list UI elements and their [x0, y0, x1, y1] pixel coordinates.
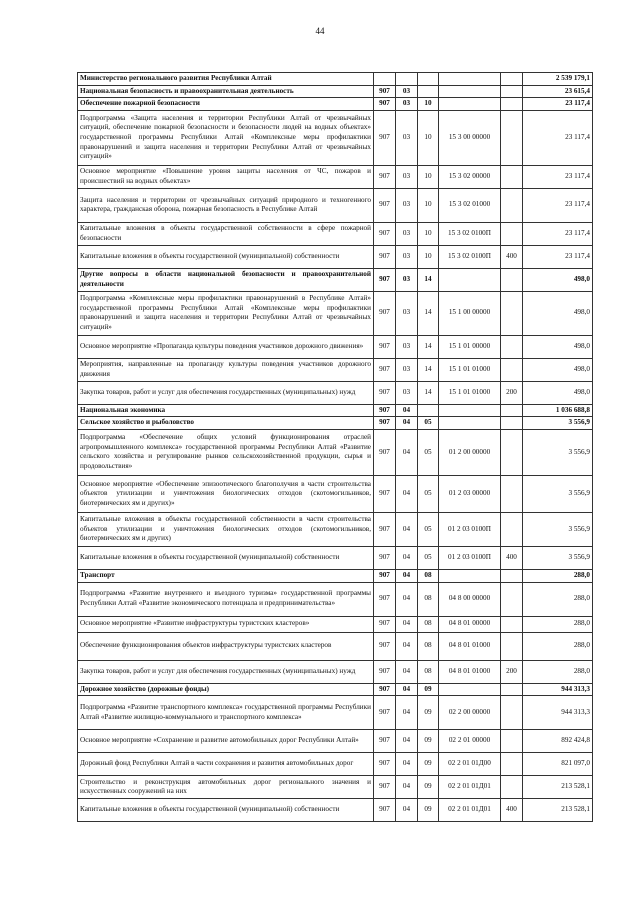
- ministry-code-cell: 907: [374, 110, 396, 165]
- ministry-code-cell: 907: [374, 98, 396, 111]
- table-row: [78, 73, 593, 86]
- amount-cell: 498,0: [523, 291, 593, 335]
- target-article-cell: 04 8 01 01000: [439, 660, 501, 683]
- expense-kind-cell: [501, 98, 523, 111]
- table-row: [78, 381, 593, 404]
- row-name-cell: Другие вопросы в области национальной безопасности и правоохранительной деятельности: [78, 268, 374, 291]
- subsection-code-cell: [418, 73, 439, 86]
- row-name-cell: Мероприятия, направленные на пропаганду культуры поведения участников дорожного движения: [78, 358, 374, 381]
- ministry-code-cell: 907: [374, 753, 396, 776]
- table-row: [78, 512, 593, 546]
- amount-cell: 1 036 688,8: [523, 404, 593, 417]
- row-name-cell: Капитальные вложения в объекты государственной (муниципальной) собственности: [78, 799, 374, 822]
- table-row: [78, 632, 593, 660]
- amount-cell: 821 097,0: [523, 753, 593, 776]
- section-code-cell: 04: [396, 660, 418, 683]
- target-article-cell: 15 1 01 01000: [439, 381, 501, 404]
- target-article-cell: 15 1 01 00000: [439, 335, 501, 358]
- row-name-cell: Основное мероприятие «Пропаганда культуры поведения участников дорожного движения»: [78, 335, 374, 358]
- page-number: 44: [315, 26, 325, 36]
- expense-kind-cell: [501, 417, 523, 430]
- amount-cell: 23 117,4: [523, 110, 593, 165]
- row-name-cell: Закупка товаров, работ и услуг для обеспечения государственных (муниципальных) нужд: [78, 381, 374, 404]
- section-code-cell: 04: [396, 683, 418, 696]
- ministry-code-cell: 907: [374, 165, 396, 188]
- row-name-cell: Министерство регионального развития Республики Алтай: [78, 73, 374, 86]
- expense-kind-cell: [501, 582, 523, 616]
- section-code-cell: 03: [396, 98, 418, 111]
- table-row: [78, 85, 593, 98]
- target-article-cell: 01 2 03 0100П: [439, 512, 501, 546]
- amount-cell: 3 556,9: [523, 546, 593, 569]
- expense-kind-cell: [501, 512, 523, 546]
- expense-kind-cell: 400: [501, 546, 523, 569]
- table-row: [78, 268, 593, 291]
- target-article-cell: 01 2 00 00000: [439, 429, 501, 475]
- section-code-cell: 03: [396, 222, 418, 245]
- row-name-cell: Национальная экономика: [78, 404, 374, 417]
- amount-cell: 23 117,4: [523, 98, 593, 111]
- amount-cell: 3 556,9: [523, 512, 593, 546]
- table-row: [78, 358, 593, 381]
- row-name-cell: Подпрограмма «Комплексные меры профилактики правонарушений в Республике Алтай» государственной программы Республики Алтай «Комплексные меры профилактики правонарушений и защита населения и территории Республики Алтай от чрезвычайных ситуаций»: [78, 291, 374, 335]
- ministry-code-cell: 907: [374, 291, 396, 335]
- table-row: [78, 776, 593, 799]
- section-code-cell: 04: [396, 429, 418, 475]
- expense-kind-cell: [501, 165, 523, 188]
- subsection-code-cell: 10: [418, 222, 439, 245]
- table-row: [78, 335, 593, 358]
- table-row: [78, 730, 593, 753]
- row-name-cell: Капитальные вложения в объекты государственной (муниципальной) собственности: [78, 546, 374, 569]
- subsection-code-cell: 05: [418, 512, 439, 546]
- target-article-cell: 02 2 01 00000: [439, 730, 501, 753]
- ministry-code-cell: 907: [374, 381, 396, 404]
- row-name-cell: Сельское хозяйство и рыболовство: [78, 417, 374, 430]
- expense-kind-cell: [501, 696, 523, 730]
- row-name-cell: Обеспечение пожарной безопасности: [78, 98, 374, 111]
- row-name-cell: Основное мероприятие «Обеспечение эпизоотического благополучия в части строительства объектов утилизации и уничтожения биологических отходов (скотомогильников, биотермических ям и других)»: [78, 475, 374, 512]
- expense-kind-cell: [501, 429, 523, 475]
- ministry-code-cell: 907: [374, 776, 396, 799]
- subsection-code-cell: 08: [418, 616, 439, 632]
- row-name-cell: Национальная безопасность и правоохранительная деятельность: [78, 85, 374, 98]
- amount-cell: 498,0: [523, 381, 593, 404]
- amount-cell: 23 117,4: [523, 222, 593, 245]
- ministry-code-cell: 907: [374, 546, 396, 569]
- row-name-cell: Обеспечение функционирования объектов инфраструктуры туристских кластеров: [78, 632, 374, 660]
- expense-kind-cell: [501, 730, 523, 753]
- table-row: [78, 291, 593, 335]
- expense-kind-cell: [501, 753, 523, 776]
- subsection-code-cell: 08: [418, 660, 439, 683]
- section-code-cell: 04: [396, 512, 418, 546]
- ministry-code-cell: [374, 73, 396, 86]
- table-row: [78, 546, 593, 569]
- table-row: [78, 188, 593, 222]
- section-code-cell: 03: [396, 268, 418, 291]
- section-code-cell: 04: [396, 730, 418, 753]
- ministry-code-cell: 907: [374, 799, 396, 822]
- subsection-code-cell: [418, 85, 439, 98]
- subsection-code-cell: 14: [418, 335, 439, 358]
- section-code-cell: 03: [396, 245, 418, 268]
- expense-kind-cell: 200: [501, 381, 523, 404]
- expense-kind-cell: [501, 569, 523, 582]
- expense-kind-cell: [501, 616, 523, 632]
- subsection-code-cell: 09: [418, 799, 439, 822]
- subsection-code-cell: 08: [418, 632, 439, 660]
- expense-kind-cell: [501, 335, 523, 358]
- expense-kind-cell: [501, 404, 523, 417]
- table-row: [78, 799, 593, 822]
- amount-cell: 944 313,3: [523, 696, 593, 730]
- row-name-cell: Строительство и реконструкция автомобильных дорог регионального значения и искусственных сооружений на них: [78, 776, 374, 799]
- table-row: [78, 696, 593, 730]
- amount-cell: 498,0: [523, 268, 593, 291]
- subsection-code-cell: 08: [418, 582, 439, 616]
- expense-kind-cell: [501, 683, 523, 696]
- ministry-code-cell: 907: [374, 85, 396, 98]
- expense-kind-cell: [501, 268, 523, 291]
- section-code-cell: 04: [396, 616, 418, 632]
- amount-cell: 23 117,4: [523, 245, 593, 268]
- target-article-cell: 15 1 00 00000: [439, 291, 501, 335]
- section-code-cell: 04: [396, 475, 418, 512]
- ministry-code-cell: 907: [374, 696, 396, 730]
- target-article-cell: 01 2 03 00000: [439, 475, 501, 512]
- table-row: [78, 475, 593, 512]
- target-article-cell: 01 2 03 0100П: [439, 546, 501, 569]
- subsection-code-cell: 05: [418, 546, 439, 569]
- expense-kind-cell: [501, 776, 523, 799]
- target-article-cell: 15 3 02 01000: [439, 188, 501, 222]
- target-article-cell: 15 3 02 00000: [439, 165, 501, 188]
- expense-kind-cell: [501, 188, 523, 222]
- section-code-cell: 03: [396, 358, 418, 381]
- target-article-cell: 15 3 00 00000: [439, 110, 501, 165]
- row-name-cell: Подпрограмма «Обеспечение общих условий функционирования отраслей агропромышленного комплекса» государственной программы Республики Алтай «Развитие сельского хозяйства и регулирование рынков сельскохозяйственной продукции, сырья и продовольствия»: [78, 429, 374, 475]
- subsection-code-cell: 09: [418, 696, 439, 730]
- ministry-code-cell: 907: [374, 730, 396, 753]
- target-article-cell: [439, 683, 501, 696]
- table-row: [78, 417, 593, 430]
- expense-kind-cell: [501, 222, 523, 245]
- amount-cell: 892 424,8: [523, 730, 593, 753]
- table-row: [78, 569, 593, 582]
- amount-cell: 498,0: [523, 358, 593, 381]
- amount-cell: 23 117,4: [523, 165, 593, 188]
- subsection-code-cell: 08: [418, 569, 439, 582]
- budget-table: [77, 72, 593, 822]
- subsection-code-cell: 09: [418, 730, 439, 753]
- table-row: [78, 429, 593, 475]
- section-code-cell: 03: [396, 165, 418, 188]
- subsection-code-cell: 09: [418, 776, 439, 799]
- section-code-cell: 04: [396, 417, 418, 430]
- amount-cell: 944 313,3: [523, 683, 593, 696]
- subsection-code-cell: 09: [418, 683, 439, 696]
- table-row: [78, 582, 593, 616]
- row-name-cell: Подпрограмма «Развитие транспортного комплекса» государственной программы Республики Алтай «Развитие жилищно-коммунального и транспортного комплекса»: [78, 696, 374, 730]
- amount-cell: 288,0: [523, 569, 593, 582]
- amount-cell: 3 556,9: [523, 429, 593, 475]
- section-code-cell: 03: [396, 188, 418, 222]
- row-name-cell: Подпрограмма «Защита населения и территории Республики Алтай от чрезвычайных ситуаций, обеспечение пожарной безопасности и безопасности людей на водных объектах» государственной программы Республики Алтай «Комплексные меры профилактики правонарушений и защита населения и территории Республики Алтай от чрезвычайных ситуаций»: [78, 110, 374, 165]
- subsection-code-cell: 09: [418, 753, 439, 776]
- subsection-code-cell: 05: [418, 475, 439, 512]
- target-article-cell: 02 2 01 01Д00: [439, 753, 501, 776]
- section-code-cell: 03: [396, 85, 418, 98]
- target-article-cell: 15 3 02 0100П: [439, 222, 501, 245]
- target-article-cell: [439, 404, 501, 417]
- ministry-code-cell: 907: [374, 512, 396, 546]
- ministry-code-cell: 907: [374, 660, 396, 683]
- ministry-code-cell: 907: [374, 616, 396, 632]
- ministry-code-cell: 907: [374, 358, 396, 381]
- amount-cell: 3 556,9: [523, 475, 593, 512]
- subsection-code-cell: 10: [418, 110, 439, 165]
- section-code-cell: 04: [396, 776, 418, 799]
- target-article-cell: 02 2 01 01Д01: [439, 799, 501, 822]
- target-article-cell: 04 8 00 00000: [439, 582, 501, 616]
- section-code-cell: 03: [396, 335, 418, 358]
- table-row: [78, 98, 593, 111]
- expense-kind-cell: [501, 85, 523, 98]
- ministry-code-cell: 907: [374, 683, 396, 696]
- ministry-code-cell: 907: [374, 245, 396, 268]
- section-code-cell: 04: [396, 546, 418, 569]
- table-row: [78, 753, 593, 776]
- ministry-code-cell: 907: [374, 569, 396, 582]
- subsection-code-cell: 14: [418, 291, 439, 335]
- ministry-code-cell: 907: [374, 335, 396, 358]
- subsection-code-cell: 10: [418, 165, 439, 188]
- section-code-cell: 04: [396, 632, 418, 660]
- row-name-cell: Закупка товаров, работ и услуг для обеспечения государственных (муниципальных) нужд: [78, 660, 374, 683]
- amount-cell: 23 117,4: [523, 188, 593, 222]
- amount-cell: 288,0: [523, 632, 593, 660]
- ministry-code-cell: 907: [374, 632, 396, 660]
- section-code-cell: 04: [396, 753, 418, 776]
- subsection-code-cell: 14: [418, 268, 439, 291]
- amount-cell: 288,0: [523, 582, 593, 616]
- row-name-cell: Капитальные вложения в объекты государственной собственности в сфере пожарной безопасности: [78, 222, 374, 245]
- expense-kind-cell: [501, 110, 523, 165]
- expense-kind-cell: 400: [501, 799, 523, 822]
- amount-cell: 498,0: [523, 335, 593, 358]
- target-article-cell: 02 2 00 00000: [439, 696, 501, 730]
- section-code-cell: 03: [396, 381, 418, 404]
- section-code-cell: 04: [396, 799, 418, 822]
- ministry-code-cell: 907: [374, 268, 396, 291]
- expense-kind-cell: [501, 358, 523, 381]
- ministry-code-cell: 907: [374, 404, 396, 417]
- amount-cell: 288,0: [523, 616, 593, 632]
- table-row: [78, 683, 593, 696]
- subsection-code-cell: 05: [418, 429, 439, 475]
- target-article-cell: 02 2 01 01Д01: [439, 776, 501, 799]
- section-code-cell: 03: [396, 110, 418, 165]
- row-name-cell: Дорожное хозяйство (дорожные фонды): [78, 683, 374, 696]
- subsection-code-cell: 10: [418, 98, 439, 111]
- amount-cell: 2 539 179,1: [523, 73, 593, 86]
- expense-kind-cell: [501, 291, 523, 335]
- ministry-code-cell: 907: [374, 582, 396, 616]
- ministry-code-cell: 907: [374, 475, 396, 512]
- table-row: [78, 245, 593, 268]
- row-name-cell: Основное мероприятие «Повышение уровня защиты населения от ЧС, пожаров и происшествий на водных объектах»: [78, 165, 374, 188]
- amount-cell: 213 528,1: [523, 799, 593, 822]
- section-code-cell: 03: [396, 291, 418, 335]
- ministry-code-cell: 907: [374, 222, 396, 245]
- subsection-code-cell: 10: [418, 245, 439, 268]
- subsection-code-cell: 14: [418, 358, 439, 381]
- target-article-cell: [439, 417, 501, 430]
- section-code-cell: 04: [396, 582, 418, 616]
- subsection-code-cell: 10: [418, 188, 439, 222]
- ministry-code-cell: 907: [374, 429, 396, 475]
- row-name-cell: Подпрограмма «Развитие внутреннего и въездного туризма» государственной программы Республики Алтай «Развитие экономического потенциала и предпринимательства»: [78, 582, 374, 616]
- table-row: [78, 616, 593, 632]
- target-article-cell: [439, 569, 501, 582]
- table-row: [78, 222, 593, 245]
- table-row: [78, 165, 593, 188]
- amount-cell: 23 615,4: [523, 85, 593, 98]
- row-name-cell: Защита населения и территории от чрезвычайных ситуаций природного и техногенного характера, гражданская оборона, пожарная безопасность в Республике Алтай: [78, 188, 374, 222]
- expense-kind-cell: [501, 475, 523, 512]
- section-code-cell: 04: [396, 569, 418, 582]
- target-article-cell: 15 3 02 0100П: [439, 245, 501, 268]
- row-name-cell: Капитальные вложения в объекты государственной собственности в части строительства объектов утилизации и уничтожения биологических отходов (скотомогильников, биотермических ям и других): [78, 512, 374, 546]
- row-name-cell: Транспорт: [78, 569, 374, 582]
- row-name-cell: Дорожный фонд Республики Алтай в части сохранения и развития автомобильных дорог: [78, 753, 374, 776]
- section-code-cell: 04: [396, 404, 418, 417]
- subsection-code-cell: 14: [418, 381, 439, 404]
- target-article-cell: [439, 98, 501, 111]
- table-row: [78, 404, 593, 417]
- section-code-cell: 04: [396, 696, 418, 730]
- row-name-cell: Основное мероприятие «Сохранение и развитие автомобильных дорог Республики Алтай»: [78, 730, 374, 753]
- target-article-cell: 04 8 01 00000: [439, 616, 501, 632]
- section-code-cell: [396, 73, 418, 86]
- row-name-cell: Капитальные вложения в объекты государственной (муниципальной) собственности: [78, 245, 374, 268]
- amount-cell: 213 528,1: [523, 776, 593, 799]
- target-article-cell: [439, 85, 501, 98]
- expense-kind-cell: 200: [501, 660, 523, 683]
- target-article-cell: 04 8 01 01000: [439, 632, 501, 660]
- row-name-cell: Основное мероприятие «Развитие инфраструктуры туристских кластеров»: [78, 616, 374, 632]
- target-article-cell: 15 1 01 01000: [439, 358, 501, 381]
- expense-kind-cell: 400: [501, 245, 523, 268]
- subsection-code-cell: [418, 404, 439, 417]
- ministry-code-cell: 907: [374, 417, 396, 430]
- expense-kind-cell: [501, 632, 523, 660]
- amount-cell: 3 556,9: [523, 417, 593, 430]
- amount-cell: 288,0: [523, 660, 593, 683]
- ministry-code-cell: 907: [374, 188, 396, 222]
- table-row: [78, 110, 593, 165]
- subsection-code-cell: 05: [418, 417, 439, 430]
- expense-kind-cell: [501, 73, 523, 86]
- target-article-cell: [439, 268, 501, 291]
- target-article-cell: [439, 73, 501, 86]
- table-row: [78, 660, 593, 683]
